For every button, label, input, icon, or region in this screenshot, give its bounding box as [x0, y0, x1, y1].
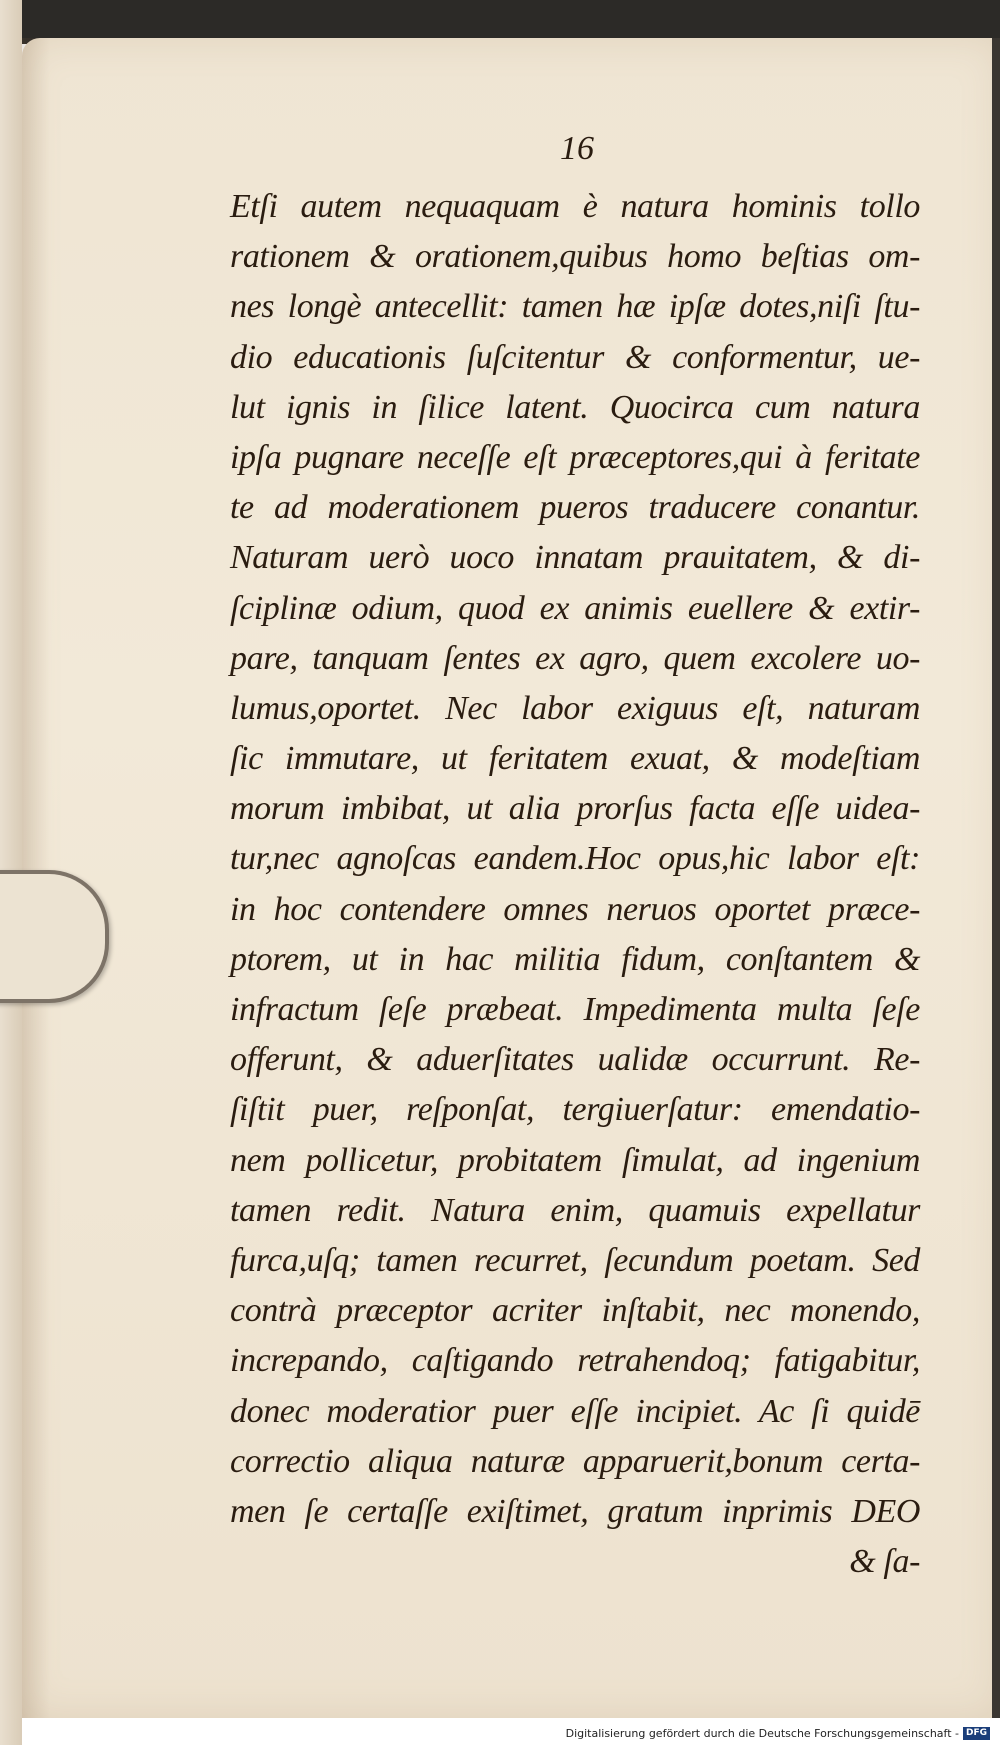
- text-line: te ad moderationem pueros traducere conantur.: [230, 489, 920, 527]
- text-line: contrà præceptor acriter inſtabit, nec monendo,: [230, 1292, 920, 1330]
- binding-strap: [0, 870, 109, 1003]
- text-line: donec moderatior puer eſſe incipiet. Ac ſi quidē: [230, 1392, 920, 1430]
- dfg-logo-icon: DFG: [963, 1727, 990, 1740]
- digitization-footer: [566, 1727, 990, 1740]
- text-line: in hoc contendere omnes neruos oportet præce-: [230, 890, 920, 928]
- text-line: nes longè antecellit: tamen hæ ipſæ dotes,niſi ſtu-: [230, 288, 920, 326]
- text-line: infractum ſeſe præbeat. Impedimenta multa ſeſe: [230, 991, 920, 1028]
- page-number: 16: [560, 130, 594, 167]
- text-line: ſiſtit puer, reſponſat, tergiuerſatur: emendatio-: [230, 1091, 920, 1129]
- text-line: rationem & orationem,quibus homo beſtias om-: [230, 238, 920, 276]
- text-line: Etſi autem nequaquam è natura hominis tollo: [230, 188, 920, 225]
- footer-credit-text: Digitalisierung gefördert durch die Deutsche Forschungsgemeinschaft -: [565, 1727, 959, 1740]
- latin-body-text: [230, 182, 920, 1587]
- text-line: ſciplinæ odium, quod ex animis euellere & extir-: [230, 589, 920, 627]
- text-line: tur,nec agnoſcas eandem.Hoc opus,hic labor eſt:: [230, 840, 920, 878]
- text-line: ſic immutare, ut feritatem exuat, & modeſtiam: [230, 740, 920, 778]
- text-line: & ſa-: [849, 1543, 920, 1581]
- text-line: furca,uſq; tamen recurret, ſecundum poetam. Sed: [230, 1241, 920, 1279]
- text-line: nem pollicetur, probitatem ſimulat, ad ingenium: [230, 1141, 920, 1179]
- text-line: men ſe certaſſe exiſtimet, gratum inprimis DEO: [230, 1492, 920, 1530]
- text-line: morum imbibat, ut alia prorſus facta eſſe uidea-: [230, 790, 920, 828]
- text-line: correctio aliqua naturæ apparuerit,bonum certa-: [230, 1442, 920, 1480]
- text-line: lut ignis in ſilice latent. Quocirca cum natura: [230, 388, 920, 426]
- text-line: dio educationis ſuſcitentur & conformentur, ue-: [230, 338, 920, 376]
- page-edge-right: [992, 38, 1000, 1718]
- text-line: increpando, caſtigando retrahendoq; fatigabitur,: [230, 1342, 920, 1380]
- text-line: tamen redit. Natura enim, quamuis expellatur: [230, 1191, 920, 1229]
- text-line: pare, tanquam ſentes ex agro, quem excolere uo-: [230, 639, 920, 677]
- text-line: lumus,oportet. Nec labor exiguus eſt, naturam: [230, 689, 920, 727]
- text-line: ptorem, ut in hac militia fidum, conſtantem &: [230, 940, 920, 978]
- text-line: ipſa pugnare neceſſe eſt præceptores,qui à feritate: [230, 438, 920, 476]
- text-line: Naturam uerò uoco innatam prauitatem, & di-: [230, 539, 920, 577]
- text-line: offerunt, & aduerſitates ualidæ occurrunt. Re-: [230, 1041, 920, 1079]
